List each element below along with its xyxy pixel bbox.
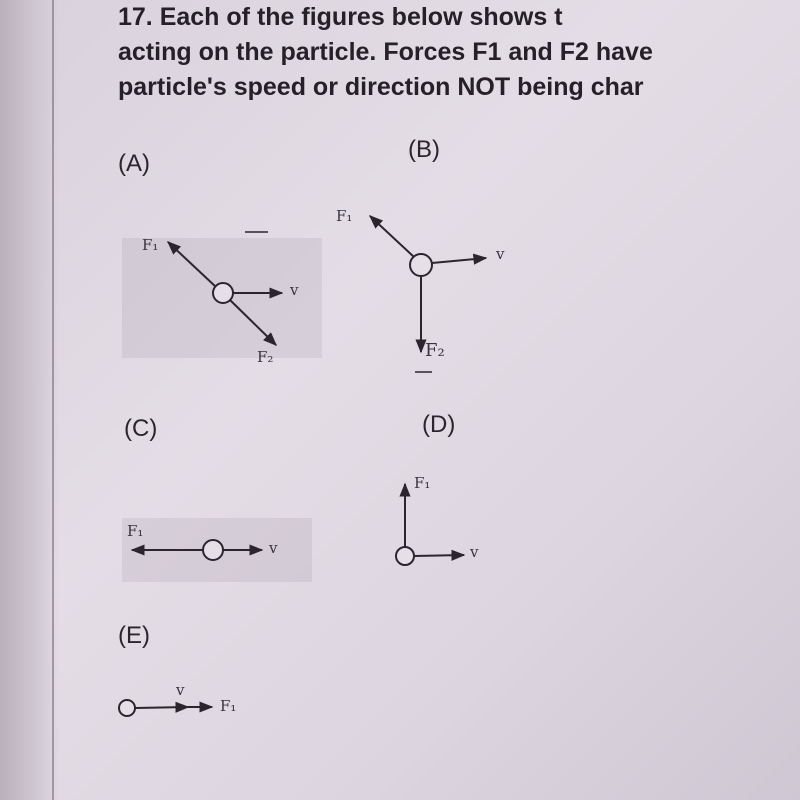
option-a-label[interactable]: (A)	[118, 150, 150, 177]
option-d-label[interactable]: (D)	[422, 411, 456, 438]
option-b-label[interactable]: (B)	[408, 136, 440, 163]
figure-b-v-arrow	[432, 258, 486, 263]
figure-a-f2-arrow	[230, 300, 276, 345]
figure-d-v-arrow	[414, 555, 464, 556]
figure-e-f1-label: F₁	[220, 697, 237, 715]
question-line-3: particle's speed or direction NOT being char	[118, 73, 644, 101]
figure-d-v-label: v	[470, 543, 479, 561]
figure-d-particle	[396, 547, 414, 565]
figure-a-v-label: v	[290, 281, 299, 299]
figure-e-v-label: v	[176, 681, 185, 699]
figure-a-particle	[213, 283, 233, 303]
figure-b-f1-label: F₁	[336, 207, 353, 225]
figure-b-f2-label: F₂	[425, 340, 445, 361]
figure-b-f1-arrow	[370, 216, 414, 257]
figure-a-f1-label: F₁	[142, 236, 159, 254]
figure-c-particle	[203, 540, 223, 560]
option-c-label[interactable]: (C)	[124, 415, 158, 442]
figure-e-v-arrow	[135, 707, 188, 708]
figure-e-particle	[119, 700, 135, 716]
figure-a-f1-arrow	[168, 242, 216, 287]
figure-d	[396, 484, 464, 565]
figure-c	[132, 540, 262, 560]
option-e-label[interactable]: (E)	[118, 622, 150, 649]
figure-c-f1-label: F₁	[127, 522, 144, 540]
question-line-1: 17. Each of the figures below shows t	[118, 3, 563, 31]
figure-c-v-label: v	[269, 539, 278, 557]
figure-a	[168, 232, 282, 345]
figure-e	[119, 700, 212, 716]
figure-d-f1-label: F₁	[414, 474, 431, 492]
figure-a-f2-label: F₂	[257, 348, 274, 366]
figure-b-particle	[410, 254, 432, 276]
figure-b-v-label: v	[496, 245, 505, 263]
question-line-2: acting on the particle. Forces F1 and F2 have	[118, 38, 653, 66]
